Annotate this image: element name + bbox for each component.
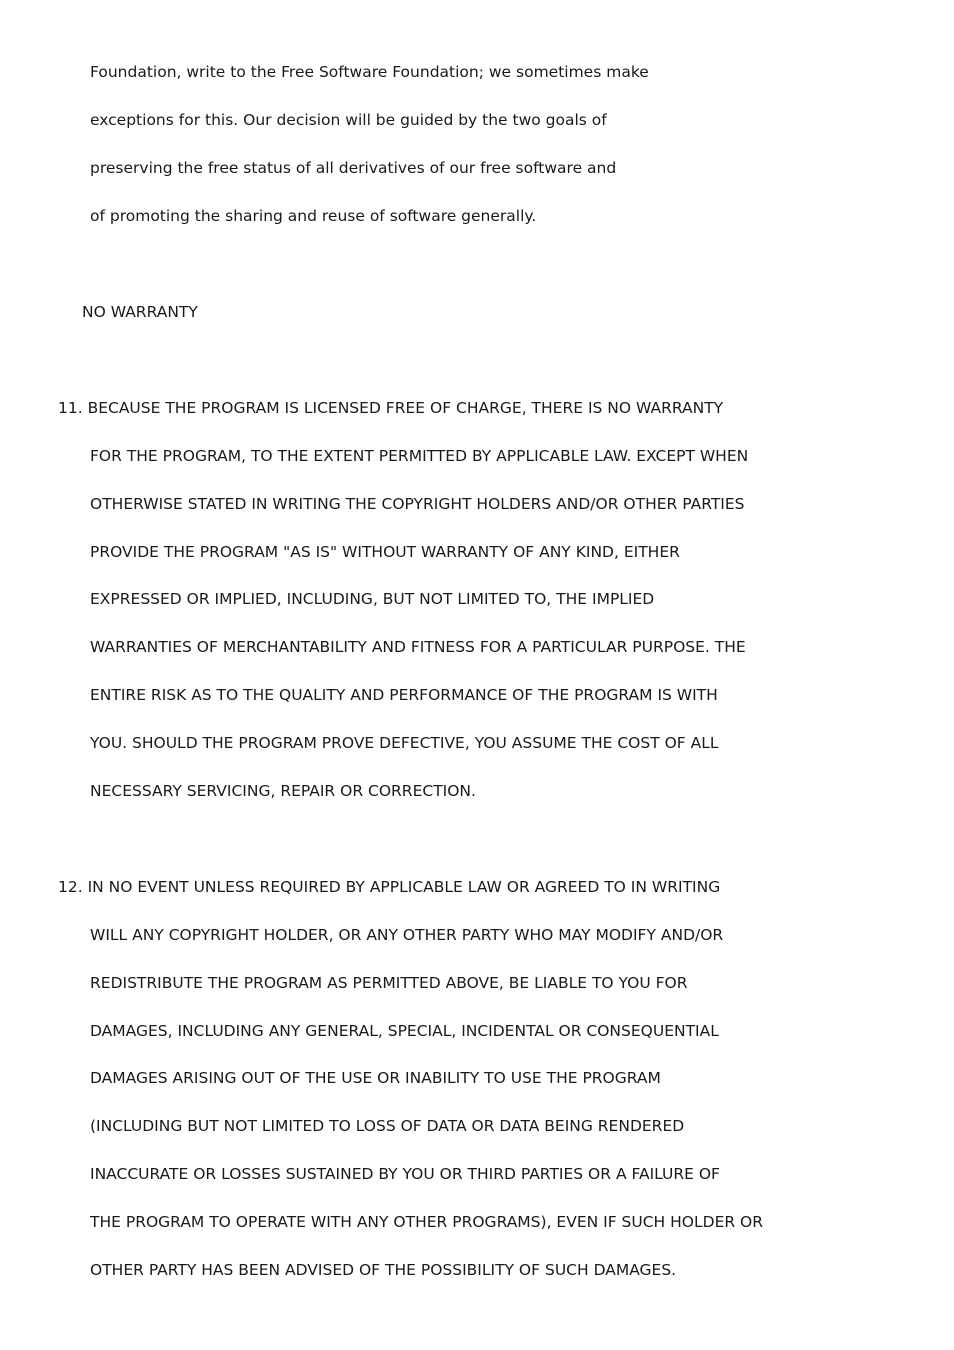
clause-line: DAMAGES, INCLUDING ANY GENERAL, SPECIAL, INCIDENTAL OR CONSEQUENTIAL <box>90 1022 719 1040</box>
clause-line: INACCURATE OR LOSSES SUSTAINED BY YOU OR THIRD PARTIES OR A FAILURE OF <box>90 1165 720 1183</box>
clause-line: OTHER PARTY HAS BEEN ADVISED OF THE POSSIBILITY OF SUCH DAMAGES. <box>90 1261 677 1279</box>
clause-line: REDISTRIBUTE THE PROGRAM AS PERMITTED ABOVE, BE LIABLE TO YOU FOR <box>90 974 688 992</box>
clause-line: PROVIDE THE PROGRAM "AS IS" WITHOUT WARRANTY OF ANY KIND, EITHER <box>90 543 680 561</box>
clause-line: (INCLUDING BUT NOT LIMITED TO LOSS OF DATA OR DATA BEING RENDERED <box>90 1117 685 1135</box>
clause-line: WARRANTIES OF MERCHANTABILITY AND FITNESS FOR A PARTICULAR PURPOSE. THE <box>90 638 746 656</box>
clause-line: DAMAGES ARISING OUT OF THE USE OR INABILITY TO USE THE PROGRAM <box>90 1069 661 1087</box>
intro-line: of promoting the sharing and reuse of software generally. <box>90 207 537 225</box>
clause-line: FOR THE PROGRAM, TO THE EXTENT PERMITTED BY APPLICABLE LAW. EXCEPT WHEN <box>90 447 749 465</box>
intro-line: preserving the free status of all derivatives of our free software and <box>90 159 617 177</box>
intro-line: exceptions for this. Our decision will be guided by the two goals of <box>90 111 607 129</box>
clause-line: EXPRESSED OR IMPLIED, INCLUDING, BUT NOT LIMITED TO, THE IMPLIED <box>90 590 655 608</box>
clause-line: ENTIRE RISK AS TO THE QUALITY AND PERFORMANCE OF THE PROGRAM IS WITH <box>90 686 718 704</box>
clause-line: YOU. SHOULD THE PROGRAM PROVE DEFECTIVE, YOU ASSUME THE COST OF ALL <box>90 734 719 752</box>
section-heading: NO WARRANTY <box>82 303 198 321</box>
clause-line: OTHERWISE STATED IN WRITING THE COPYRIGHT HOLDERS AND/OR OTHER PARTIES <box>90 495 745 513</box>
intro-line: Foundation, write to the Free Software Foundation; we sometimes make <box>90 63 649 81</box>
clause-first-line: 11. BECAUSE THE PROGRAM IS LICENSED FREE OF CHARGE, THERE IS NO WARRANTY <box>58 399 724 417</box>
clause-line: NECESSARY SERVICING, REPAIR OR CORRECTION. <box>90 782 476 800</box>
clause-line: THE PROGRAM TO OPERATE WITH ANY OTHER PROGRAMS), EVEN IF SUCH HOLDER OR <box>90 1213 764 1231</box>
clause-line: WILL ANY COPYRIGHT HOLDER, OR ANY OTHER PARTY WHO MAY MODIFY AND/OR <box>90 926 724 944</box>
clause-first-line: 12. IN NO EVENT UNLESS REQUIRED BY APPLICABLE LAW OR AGREED TO IN WRITING <box>58 878 721 896</box>
